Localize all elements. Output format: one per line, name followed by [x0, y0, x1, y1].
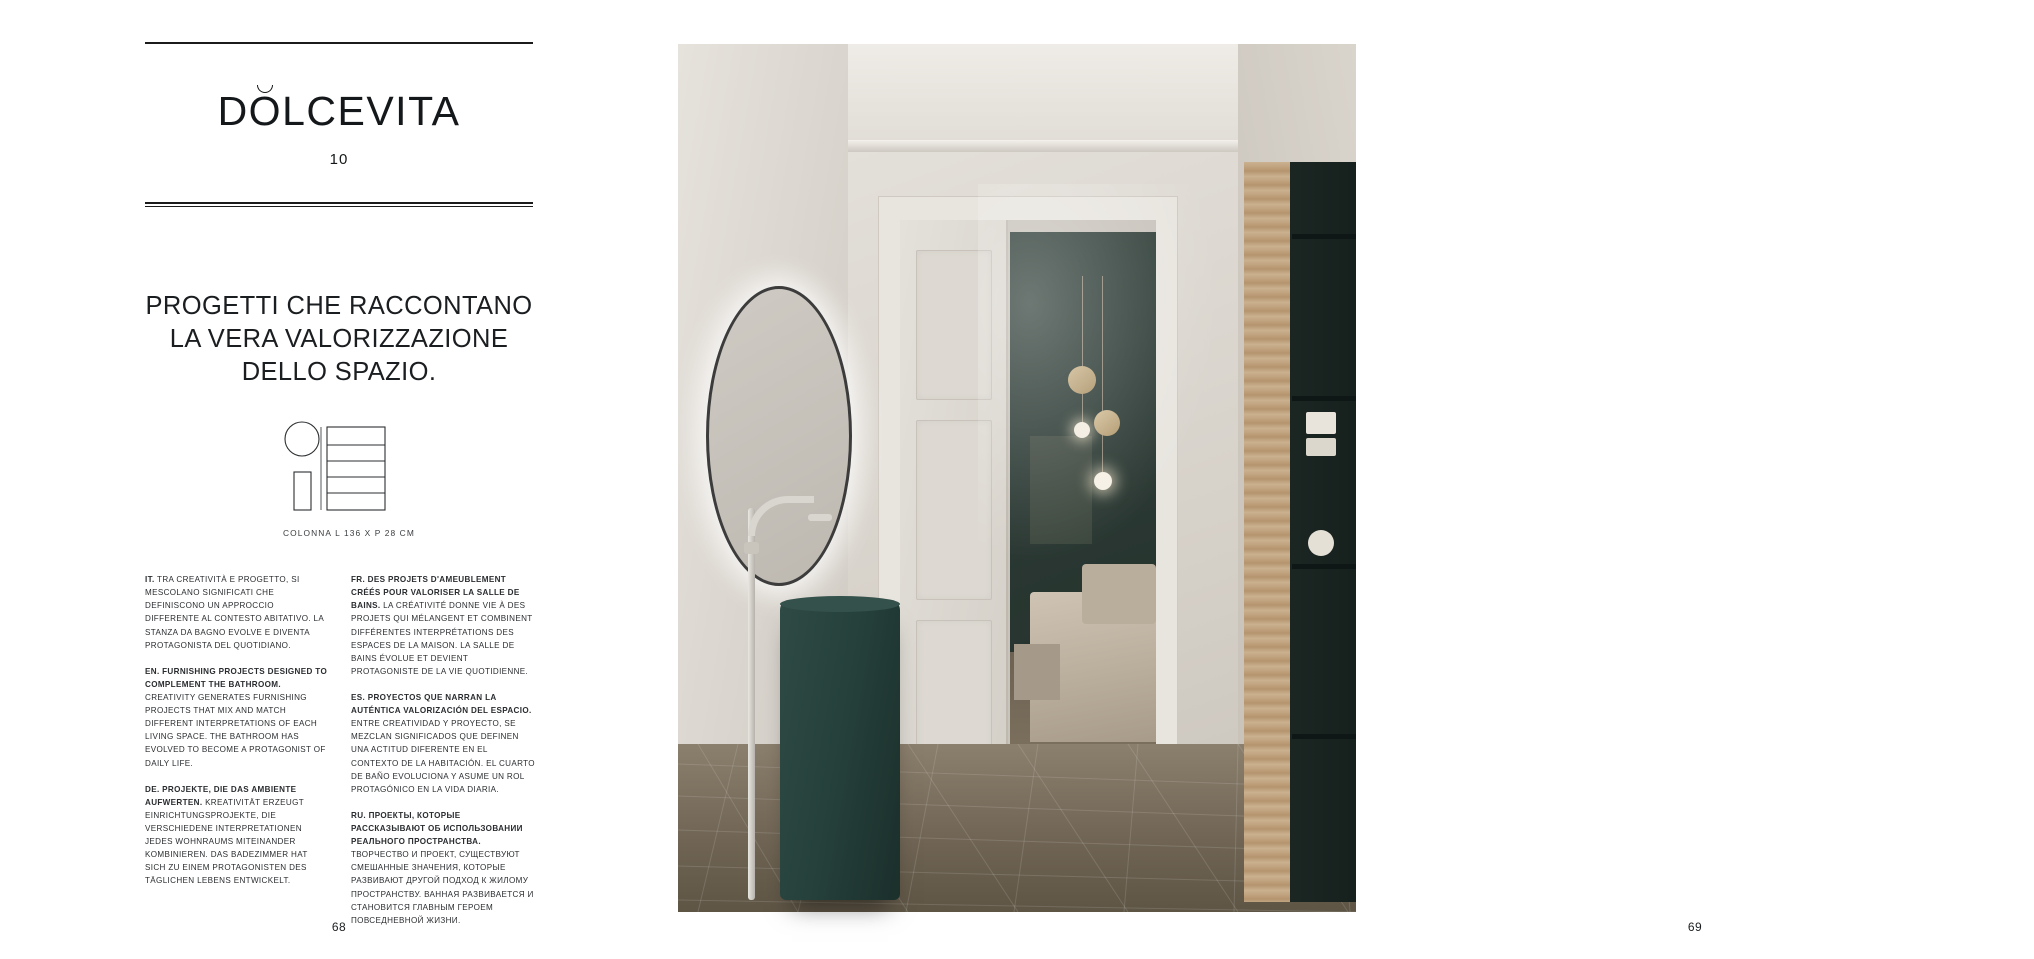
shelf-board-1: [1292, 234, 1356, 239]
folded-towel-2: [1306, 438, 1336, 456]
lang-label-de: DE. PROJEKTE, DIE DAS AMBIENTE AUFWERTEN.: [145, 784, 297, 807]
floor-standing-tap-stem: [748, 508, 755, 900]
body-de: KREATIVITÄT ERZEUGT EINRICHTUNGSPROJEKTE, DIE VERSCHIEDENE INTERPRETATIONEN JEDES WOHNRAUMS MITEINANDER KOMBINIEREN. DAS BADEZIMMER HAT SICH ZU EINEM PROTAGONISTEN DES TÄGLICHEN LEBENS ENTWICKELT.: [145, 797, 308, 886]
right-page: [678, 0, 1703, 959]
title-block: [145, 42, 533, 207]
headline-line-2: LA VERA VALORIZZAZIONE: [169, 325, 509, 354]
body-en: CREATIVITY GENERATES FURNISHING PROJECTS THAT MIX AND MATCH DIFFERENT INTERPRETATIONS OF EACH LIVING SPACE. THE BATHROOM HAS EVOLVED TO BECOME A PROTAGONIST OF DAILY LIFE.: [145, 692, 326, 768]
diagram-caption: COLONNA L 136 X P 28 CM: [283, 528, 415, 538]
ambient-light: [978, 184, 1238, 584]
rule-bottom-thin: [145, 206, 533, 207]
left-page: [0, 0, 678, 959]
paragraph-it: [145, 573, 329, 652]
body-it: TRA CREATIVITÀ E PROGETTO, SI MESCOLANO SIGNIFICATI CHE DEFINISCONO UN APPROCCIO DIFFERENTE AL CONTESTO ABITATIVO. LA STANZA DA BAGNO EVOLVE E DIVENTA PROTAGONISTA DEL QUOTIDIANO.: [145, 575, 324, 650]
washbasin-column: [780, 600, 900, 900]
page-title: [145, 88, 533, 135]
paragraph-fr: [351, 573, 535, 678]
shelf-board-4: [1292, 734, 1356, 739]
multilingual-text-columns: [145, 565, 535, 940]
text-column-left: [145, 565, 329, 940]
shelf-board-2: [1292, 396, 1356, 401]
folio-left: 68: [331, 920, 347, 934]
interior-photograph: [678, 44, 1356, 912]
headline-line-3: DELLO SPAZIO.: [241, 358, 437, 387]
text-column-right: [351, 565, 535, 940]
brand-breve-o: O: [248, 88, 283, 134]
rule-bottom-thick: [145, 202, 533, 204]
body-fr: LA CRÉATIVITÉ DONNE VIE À DES PROJETS QUI MÉLANGENT ET COMBINENT DIFFÉRENTES INTERPRÉTATIONS DES ESPACES DE LA MAISON. LA SALLE DE BAINS ÉVOLUE ET DEVIENT PROTAGONISTE DE LA VIE QUOTIDIENNE.: [351, 601, 533, 676]
body-es: ENTRE CREATIVIDAD Y PROYECTO, SE MEZCLAN SIGNIFICADOS QUE DEFINEN UNA ACTITUD DIFERENTE EN EL CONTEXTO DE LA HABITACIÓN. EL CUARTO DE BAÑO EVOLUCIONA Y ASUME UN ROL PROTAGÓNICO EN LA VIDA DIARIA.: [351, 719, 535, 794]
paragraph-es: [351, 691, 535, 796]
lang-label-ru: RU. ПРОЕКТЫ, КОТОРЫЕ РАССКАЗЫВАЮТ ОБ ИСПОЛЬЗОВАНИИ РЕАЛЬНОГО ПРОСТРАНСТВА.: [351, 810, 523, 847]
headline: [145, 290, 533, 389]
tap-handle: [744, 542, 759, 554]
tap-outlet: [808, 514, 832, 521]
lang-label-en: EN. FURNISHING PROJECTS DESIGNED TO COMPLEMENT THE BATHROOM.: [145, 666, 328, 689]
wood-slat-panel: [1244, 162, 1290, 902]
body-ru: ТВОРЧЕСТВО И ПРОЕКТ, СУЩЕСТВУЮТ СМЕШАННЫЕ ЗНАЧЕНИЯ, КОТОРЫЕ РАЗВИВАЮТ ДРУГОЙ ПОДХОД К ЖИЛОМУ ПРОСТРАНСТВУ. ВАННАЯ РАЗВИВАЕТСЯ И СТАНОВИТСЯ ГЛАВНЫМ ГЕРОЕМ ПОВСЕДНЕВНОЙ ЖИЗНИ.: [351, 850, 534, 925]
lang-label-fr: FR. DES PROJETS D'AMEUBLEMENT CRÉÉS POUR VALORISER LA SALLE DE BAINS.: [351, 575, 520, 611]
lang-label-es: ES. PROYECTOS QUE NARRAN LA AUTÉNTICA VALORIZACIÓN DEL ESPACIO.: [351, 692, 532, 716]
paragraph-en: [145, 665, 329, 770]
column-diagram-icon: [283, 420, 408, 515]
decor-object: [1308, 530, 1334, 556]
paragraph-ru: [351, 809, 535, 927]
nightstand: [1014, 644, 1060, 700]
brand-part-2: LCEVITA: [282, 88, 461, 134]
brand-part-1: D: [217, 88, 249, 134]
folio-right: 69: [1687, 920, 1703, 934]
shelf-board-3: [1292, 564, 1356, 569]
round-mirror: [706, 286, 852, 586]
lang-label-it: IT.: [145, 575, 155, 585]
collection-number: 10: [329, 151, 349, 168]
rule-top: [145, 42, 533, 44]
paragraph-de: [145, 783, 329, 888]
folded-towel-1: [1306, 412, 1336, 434]
product-dimension-diagram: [283, 420, 408, 515]
washbasin-top: [780, 596, 900, 612]
headline-line-1: PROGETTI CHE RACCONTANO: [145, 292, 533, 320]
